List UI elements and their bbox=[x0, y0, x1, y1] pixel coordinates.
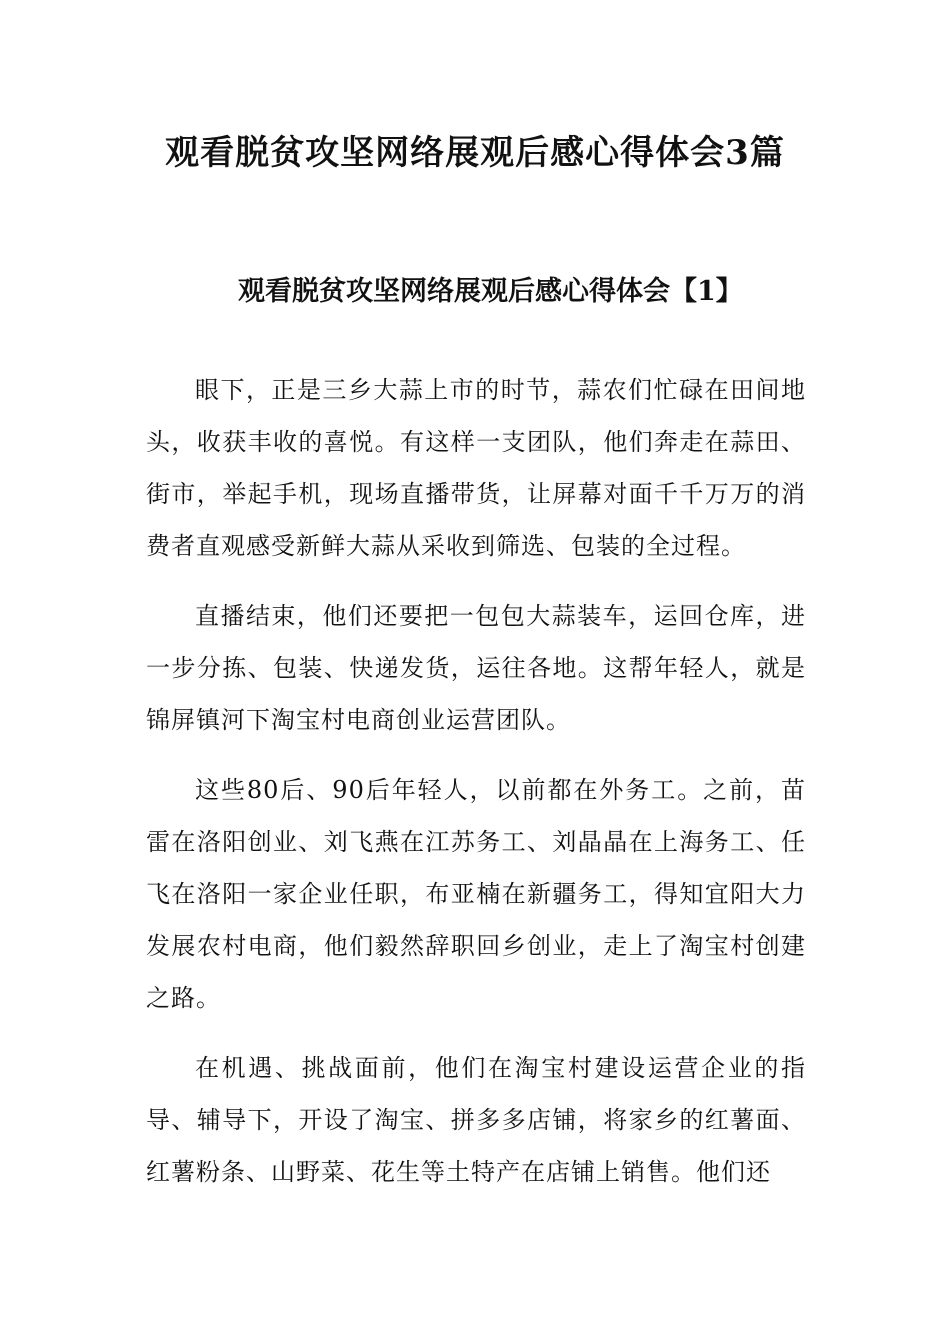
section-heading: 观看脱贫攻坚网络展观后感心得体会【1】 bbox=[238, 276, 743, 307]
paragraph-2: 直播结束，他们还要把一包包大蒜装车，运回仓库，进一步分拣、包装、快递发货，运往各地。这帮年轻人，就是锦屏镇河下淘宝村电商创业运营团队。 bbox=[146, 602, 806, 734]
document-title: 观看脱贫攻坚网络展观后感心得体会3篇 bbox=[165, 133, 785, 173]
paragraph-1: 眼下，正是三乡大蒜上市的时节，蒜农们忙碌在田间地头，收获丰收的喜悦。有这样一支团队，他们奔走在蒜田、街市，举起手机，现场直播带货，让屏幕对面千千万万的消费者直观感受新鲜大蒜从采收到筛选、包装的全过程。 bbox=[146, 376, 806, 560]
body-text bbox=[146, 364, 806, 1216]
paragraph-4: 在机遇、挑战面前，他们在淘宝村建设运营企业的指导、辅导下，开设了淘宝、拼多多店铺，将家乡的红薯面、红薯粉条、山野菜、花生等土特产在店铺上销售。他们还 bbox=[146, 1054, 806, 1186]
paragraph-3: 这些80后、90后年轻人，以前都在外务工。之前，苗雷在洛阳创业、刘飞燕在江苏务工、刘晶晶在上海务工、任飞在洛阳一家企业任职，布亚楠在新疆务工，得知宜阳大力发展农村电商，他们毅然辞职回乡创业，走上了淘宝村创建之路。 bbox=[146, 776, 806, 1012]
